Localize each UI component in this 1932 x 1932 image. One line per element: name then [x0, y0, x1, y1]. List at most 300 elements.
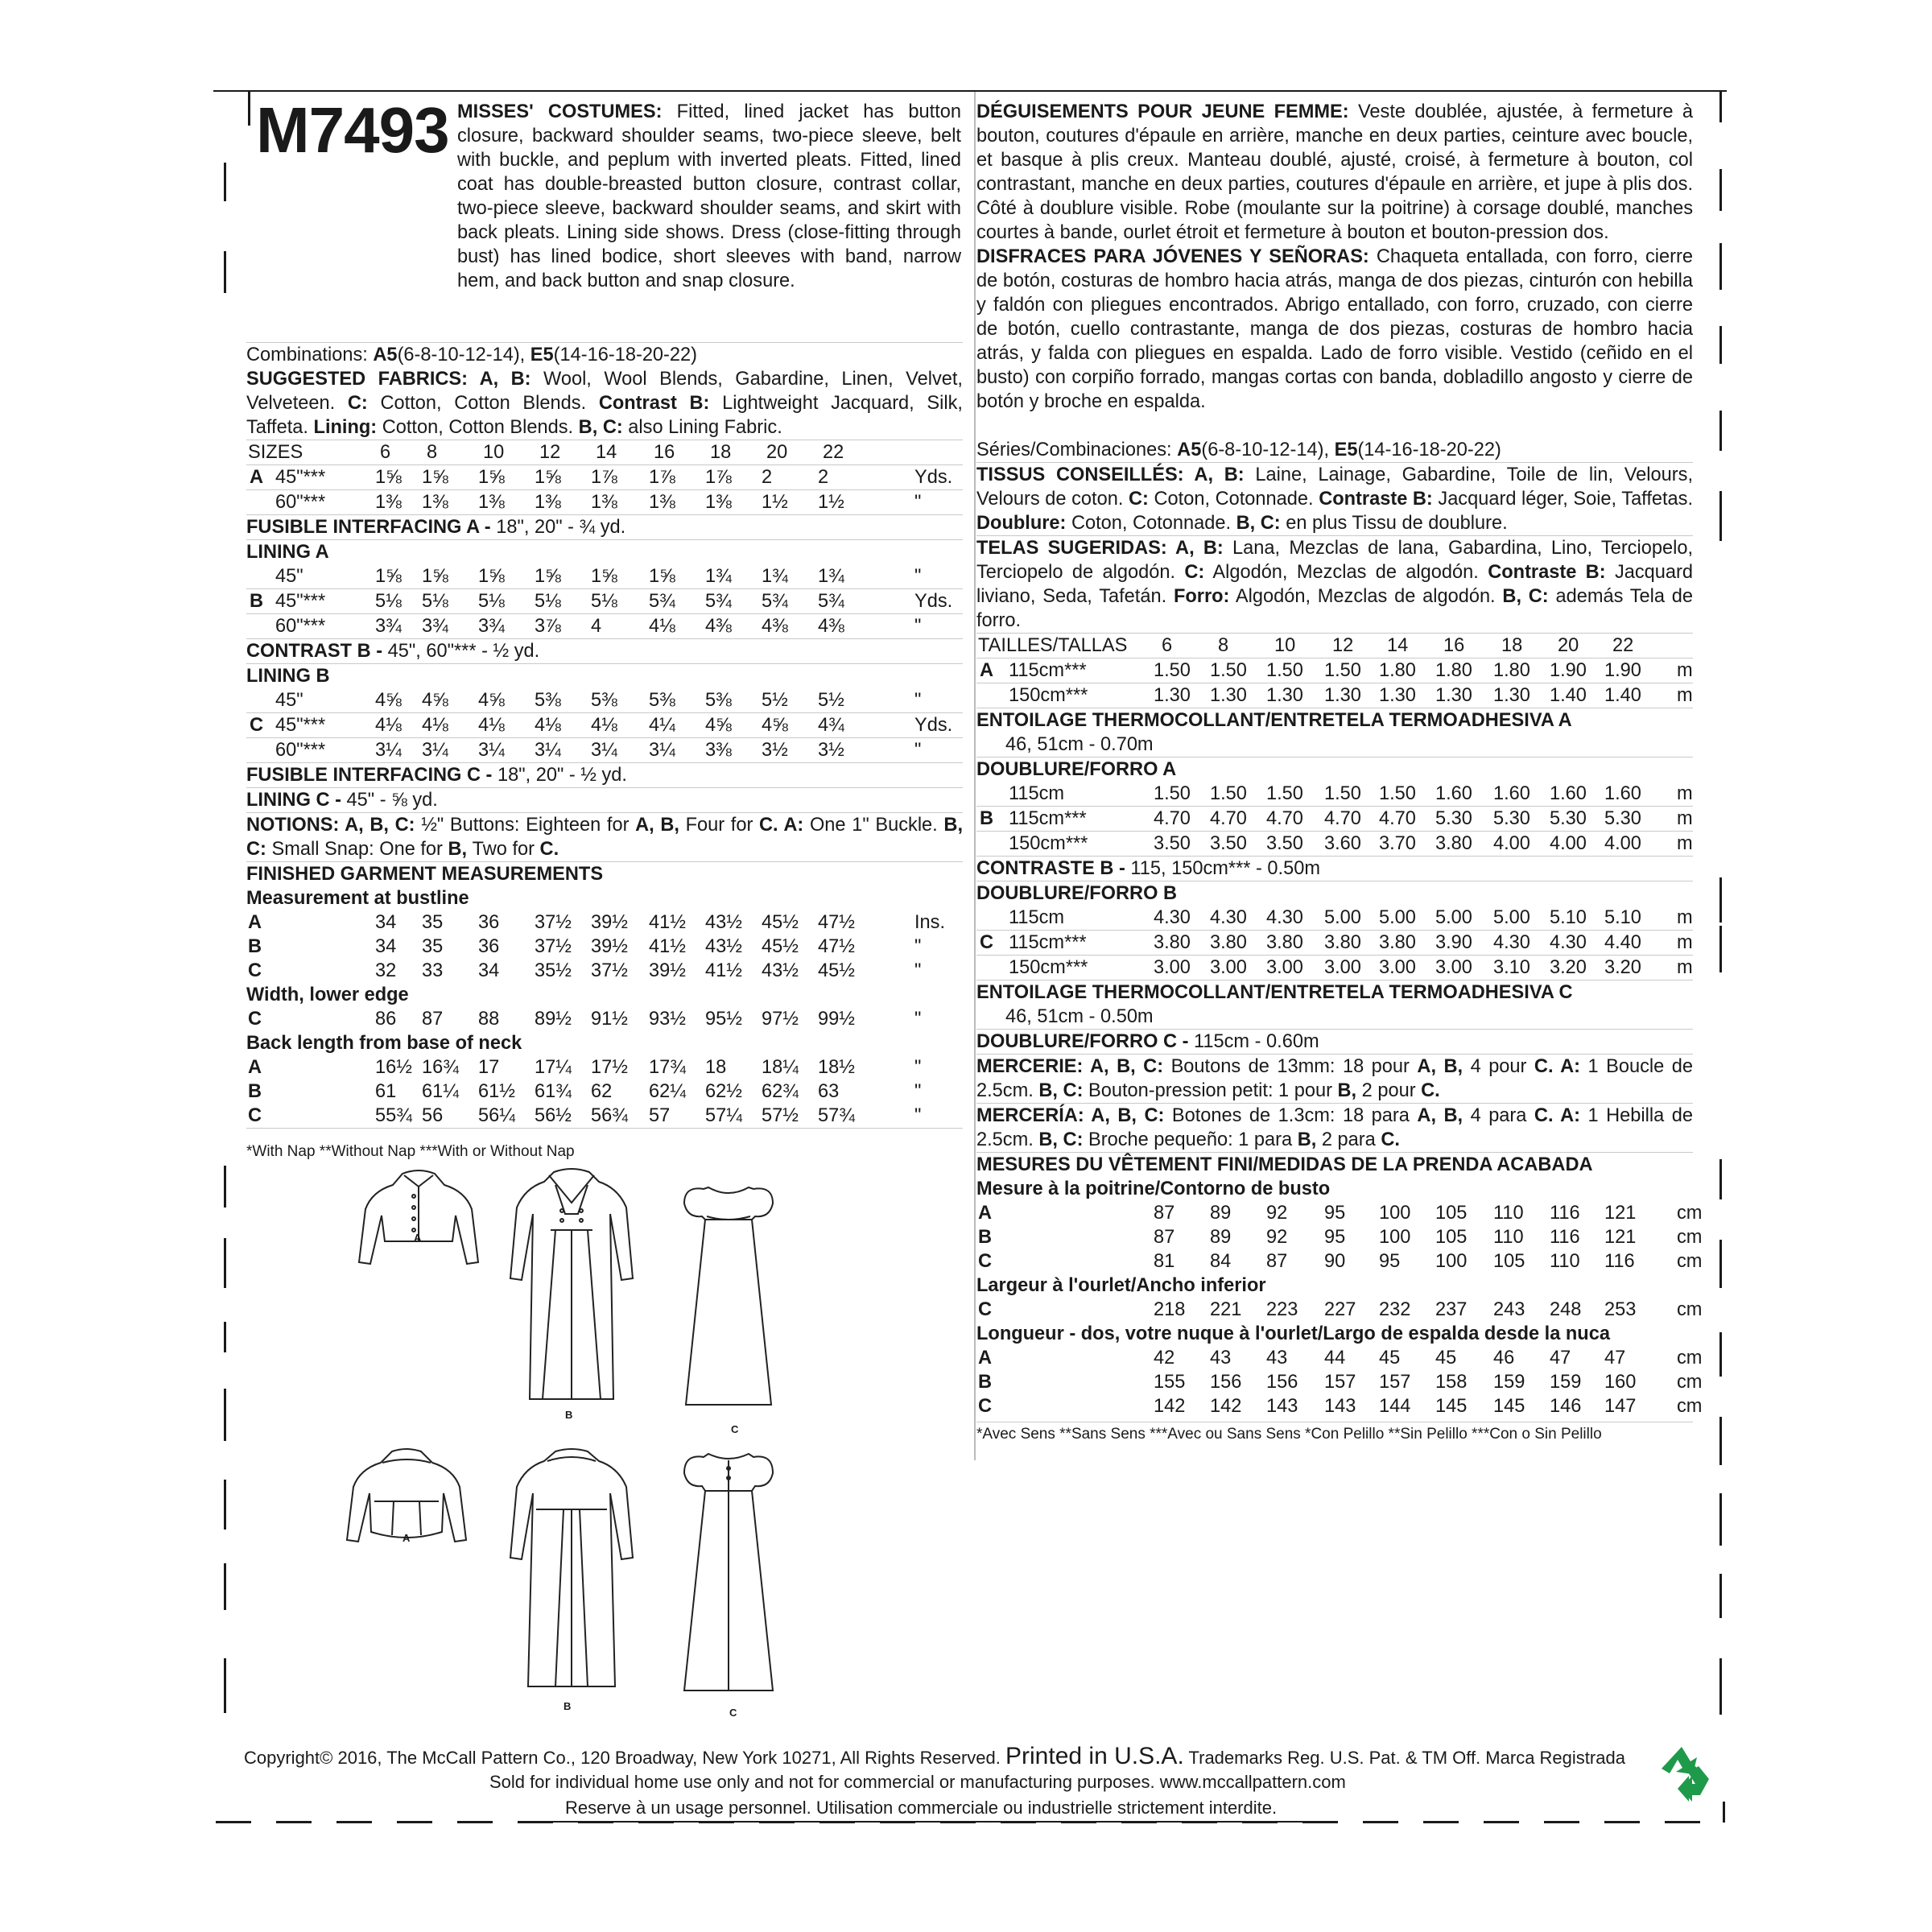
row-value: 18¼ — [762, 1057, 799, 1078]
row-unit: " — [914, 1057, 922, 1078]
crop-mark — [1423, 1821, 1459, 1823]
crop-mark — [1484, 1821, 1519, 1823]
fr-size-column-header: 6 — [1162, 635, 1173, 656]
row-unit: Yds. — [914, 467, 953, 488]
crop-mark — [224, 251, 226, 293]
table-row — [976, 1394, 1703, 1418]
row-unit: " — [914, 1009, 922, 1030]
crop-mark — [1719, 1417, 1722, 1465]
mesures-label: MESURES DU VÊTEMENT FINI/MEDIDAS DE LA PRENDA ACABADA — [976, 1154, 1593, 1175]
fr-size-column-header: 12 — [1332, 635, 1354, 656]
size-column-header: 16 — [654, 442, 675, 463]
row-value: 99½ — [818, 1009, 855, 1030]
row-value: 4⅝ — [478, 690, 505, 711]
row-view-label: A — [980, 660, 994, 681]
row-value: 1.50 — [1266, 660, 1303, 681]
row-value: 3.00 — [1154, 957, 1191, 978]
row-value: 3¼ — [591, 740, 617, 761]
row-value: 2 — [818, 467, 829, 488]
row-value: 44 — [1324, 1348, 1346, 1368]
row-value: 142 — [1210, 1396, 1242, 1417]
row-value: 1⅝ — [478, 566, 505, 587]
merceria-views: A, B, — [1417, 1105, 1471, 1126]
section-heading — [246, 515, 963, 540]
table-row — [246, 589, 963, 614]
row-value: 4⅝ — [762, 715, 788, 736]
corner-mark — [1719, 92, 1722, 122]
row-value: 62 — [591, 1081, 613, 1102]
merceria-views: C. A: — [1534, 1105, 1588, 1126]
row-value: 37½ — [535, 912, 572, 933]
row-value: 1⅝ — [649, 566, 675, 587]
table-row — [976, 1225, 1703, 1249]
tissus-bc: en plus Tissu de doublure. — [1286, 513, 1508, 534]
fr-combo-a: A5 — [1177, 440, 1202, 460]
row-unit: m — [1677, 957, 1693, 978]
row-value: 5⅛ — [422, 591, 448, 612]
section-heading — [976, 857, 1693, 881]
row-value: 4.30 — [1550, 932, 1587, 953]
row-value: 5⅜ — [535, 690, 561, 711]
size-column-header: 12 — [539, 442, 561, 463]
fr-size-column-header: 20 — [1558, 635, 1579, 656]
row-value: 84 — [1210, 1251, 1232, 1272]
row-value: 45½ — [762, 936, 799, 957]
fr-nap-note: *Avec Sens **Sans Sens ***Avec ou Sans Sens *Con Pelillo **Sin Pelillo ***Con o Sin Pelillo — [976, 1422, 1693, 1445]
table-row — [976, 658, 1693, 683]
fabrics-c-label: C: — [347, 393, 368, 414]
crop-mark — [1719, 1332, 1722, 1377]
row-view-label: B — [978, 1372, 993, 1393]
entoilage-c-value-text: 46, 51cm - 0.50m — [1005, 1006, 1154, 1027]
row-value: 41½ — [649, 912, 686, 933]
table-row — [246, 614, 963, 639]
row-value: 39½ — [649, 960, 686, 981]
table-row — [976, 1249, 1703, 1274]
row-value: 1½ — [762, 492, 788, 513]
row-value: 35 — [422, 936, 444, 957]
fabrics-lining: Cotton, Cotton Blends. — [382, 417, 574, 438]
table-row — [246, 688, 963, 713]
poitrine-label: Mesure à la poitrine/Contorno de busto — [976, 1179, 1331, 1199]
row-value: 3.80 — [1324, 932, 1361, 953]
row-value: 57½ — [762, 1105, 799, 1126]
tissus-contrast-label: Contraste B: — [1319, 489, 1433, 510]
row-value: 4⅝ — [705, 715, 732, 736]
longueur-label: Longueur - dos, votre nuque à l'ourlet/Largo de espalda desde la nuca — [976, 1323, 1610, 1344]
size-column-header: 18 — [710, 442, 732, 463]
telas-c-label: C: — [1184, 562, 1205, 583]
row-value: 57¼ — [705, 1105, 742, 1126]
crop-mark — [1719, 411, 1722, 451]
row-value: 253 — [1604, 1299, 1637, 1320]
row-value: 1.50 — [1379, 783, 1416, 804]
contraste-b-label: CONTRASTE B - — [976, 858, 1131, 879]
row-view-label: C — [978, 1299, 993, 1320]
table-row — [246, 1055, 963, 1080]
row-value: 1.80 — [1379, 660, 1416, 681]
fr-combinations-label: Séries/Combinaciones: — [976, 440, 1172, 460]
row-view-label: B — [978, 1227, 993, 1248]
row-value: 156 — [1266, 1372, 1298, 1393]
row-unit: Yds. — [914, 715, 953, 736]
row-value: 87 — [1266, 1251, 1288, 1272]
crop-mark — [1719, 243, 1722, 290]
row-view-label: C — [978, 1396, 993, 1417]
english-yardage-table — [246, 440, 963, 1129]
telas-contrast-label: Contraste B: — [1488, 562, 1606, 583]
footer-sold: Sold for individual home use only and not for commercial or manufacturing purposes. www.mccallpattern.com — [489, 1772, 1346, 1792]
combo-a: A5 — [373, 345, 398, 365]
row-value: 248 — [1550, 1299, 1582, 1320]
row-value: 57 — [649, 1105, 671, 1126]
telas-forro: Algodón, Mezclas de algodón. — [1235, 586, 1496, 607]
row-fabric-width: 60"*** — [275, 740, 326, 761]
row-value: 3⅜ — [705, 740, 732, 761]
spanish-description — [976, 245, 1693, 414]
section-heading — [976, 1177, 1693, 1201]
footer-copyright-line — [244, 1744, 1625, 1771]
row-value: 3.80 — [1210, 932, 1247, 953]
section-heading — [976, 708, 1693, 733]
row-value: 3¾ — [478, 616, 505, 637]
row-value: 33 — [422, 960, 444, 981]
row-value: 1.30 — [1324, 685, 1361, 706]
row-unit: cm — [1677, 1299, 1703, 1320]
combo-e: E5 — [530, 345, 554, 365]
sizes-header — [246, 440, 963, 465]
section-heading — [246, 1031, 963, 1055]
row-value: 146 — [1550, 1396, 1582, 1417]
row-fabric-width: 150cm*** — [1009, 957, 1088, 978]
row-value: 89½ — [535, 1009, 572, 1030]
row-value: 93½ — [649, 1009, 686, 1030]
row-value: 4.00 — [1493, 833, 1530, 854]
row-value: 1.50 — [1266, 783, 1303, 804]
row-value: 121 — [1604, 1227, 1637, 1248]
contraste-b-value: 115, 150cm*** - 0.50m — [1130, 858, 1321, 879]
row-value: 18½ — [818, 1057, 855, 1078]
figure-label-back-a: A — [402, 1532, 411, 1544]
row-value: 1.80 — [1435, 660, 1472, 681]
fr-combo-e-sizes: (14-16-18-20-22) — [1357, 440, 1501, 460]
row-unit: " — [914, 616, 922, 637]
row-value: 4.00 — [1604, 833, 1641, 854]
table-row — [976, 1201, 1703, 1225]
row-value: 17¼ — [535, 1057, 572, 1078]
row-value: 1.30 — [1210, 685, 1247, 706]
row-value: 89 — [1210, 1203, 1232, 1224]
row-value: 121 — [1604, 1203, 1637, 1224]
row-value: 116 — [1550, 1203, 1580, 1224]
row-unit: m — [1677, 907, 1693, 928]
row-value: 1⅝ — [375, 566, 402, 587]
row-value: 3.10 — [1493, 957, 1530, 978]
lining-c-value: 45" - ⅝ yd. — [346, 790, 438, 811]
doublure-c-label: DOUBLURE/FORRO C - — [976, 1031, 1195, 1052]
row-value: 157 — [1324, 1372, 1356, 1393]
row-value: 63 — [818, 1081, 840, 1102]
row-value: 36 — [478, 912, 500, 933]
row-view-label: B — [248, 936, 262, 957]
crop-mark — [457, 1821, 493, 1823]
section-heading — [976, 758, 1693, 782]
row-value: 4.30 — [1493, 932, 1530, 953]
fr-size-column-header: 22 — [1612, 635, 1634, 656]
row-value: 4.00 — [1550, 833, 1587, 854]
merceria — [976, 1104, 1693, 1153]
row-value: 160 — [1604, 1372, 1637, 1393]
french-yardage-table — [976, 633, 1703, 1418]
notions-views: C. A: — [759, 815, 810, 836]
table-row — [976, 807, 1693, 832]
row-fabric-width: 60"*** — [275, 492, 326, 513]
table-row — [976, 906, 1693, 931]
row-value: 87 — [1154, 1203, 1175, 1224]
row-value: 43½ — [705, 912, 742, 933]
section-heading — [976, 1274, 1693, 1298]
row-value: 36 — [478, 936, 500, 957]
row-value: 159 — [1493, 1372, 1525, 1393]
crop-mark — [1544, 1821, 1579, 1823]
fr-size-column-header: 10 — [1274, 635, 1296, 656]
row-value: 3.80 — [1266, 932, 1303, 953]
table-row — [246, 465, 963, 490]
table-row — [976, 1298, 1703, 1322]
size-column-header: 10 — [483, 442, 505, 463]
row-value: 105 — [1493, 1251, 1525, 1272]
row-value: 144 — [1379, 1396, 1411, 1417]
column-divider — [974, 92, 976, 1460]
table-row — [246, 1104, 963, 1129]
row-value: 47½ — [818, 936, 855, 957]
row-value: 157 — [1379, 1372, 1411, 1393]
largeur-label: Largeur à l'ourlet/Ancho inferior — [976, 1275, 1266, 1296]
row-value: 4⅛ — [535, 715, 561, 736]
row-value: 1⅝ — [478, 467, 505, 488]
mercerie-views: A, B, — [1417, 1056, 1471, 1077]
row-value: 1.60 — [1550, 783, 1587, 804]
combinations-label: Combinations: — [246, 345, 368, 365]
entoilage-c-label: ENTOILAGE THERMOCOLLANT/ENTRETELA TERMOADHESIVA C — [976, 982, 1573, 1003]
row-value: 105 — [1435, 1203, 1468, 1224]
row-value: 3.90 — [1435, 932, 1472, 953]
row-value: 156 — [1210, 1372, 1242, 1393]
notions-label: NOTIONS: A, B, C: — [246, 815, 422, 836]
mercerie-text: Boutons de 13mm: 18 pour — [1170, 1056, 1418, 1077]
merceria-text: 4 para — [1470, 1105, 1534, 1126]
table-row — [976, 832, 1693, 857]
row-value: 3.00 — [1266, 957, 1303, 978]
row-unit: Yds. — [914, 591, 953, 612]
row-value: 100 — [1435, 1251, 1468, 1272]
row-value: 110 — [1493, 1203, 1524, 1224]
row-value: 95 — [1324, 1227, 1346, 1248]
entoilage-a-value — [976, 733, 1693, 758]
crop-mark — [224, 1389, 226, 1441]
row-value: 5⅛ — [591, 591, 617, 612]
row-value: 5.10 — [1604, 907, 1641, 928]
corner-mark — [1723, 1802, 1725, 1823]
dress-c-back-figure — [676, 1441, 781, 1699]
contrast-b-label: CONTRAST B - — [246, 641, 388, 662]
crop-mark — [1719, 326, 1722, 364]
fr-combo-a-sizes: (6-8-10-12-14), — [1201, 440, 1330, 460]
tissus-contrast: Jacquard léger, Soie, Taffetas. — [1438, 489, 1694, 510]
telas-sugeridas — [976, 535, 1693, 633]
row-value: 47 — [1550, 1348, 1571, 1368]
row-value: 1.40 — [1604, 685, 1641, 706]
row-value: 34 — [375, 936, 397, 957]
row-unit: m — [1677, 783, 1693, 804]
row-value: 3.00 — [1324, 957, 1361, 978]
table-row — [976, 931, 1693, 956]
row-value: 3.50 — [1210, 833, 1247, 854]
row-value: 81 — [1154, 1251, 1175, 1272]
crop-mark — [397, 1821, 432, 1823]
crop-mark — [224, 1563, 226, 1610]
row-value: 62¾ — [762, 1081, 799, 1102]
row-value: 3.80 — [1435, 833, 1472, 854]
telas-contrast: Jacquard liviano, Seda, Tafetán. — [976, 562, 1693, 607]
row-value: 3¼ — [478, 740, 505, 761]
table-row — [246, 959, 963, 983]
row-value: 3.00 — [1435, 957, 1472, 978]
row-value: 1¾ — [762, 566, 788, 587]
notions-text: One 1" Buckle. — [809, 815, 944, 836]
row-value: 4⅝ — [375, 690, 402, 711]
description-text: Fitted, lined jacket has button closure, backward shoulder seams, two-piece sleeve, belt with buckle, and peplum with inverted pleats. Fitted, lined coat has double-breasted button closure, contrast collar, two-piece sleeve, backward shoulder seams, and skirt with back pleats. Lining side shows. Dress (close-fitting through bust) has lined bodice, short sleeves with band, narrow hem, and back button and snap closure. — [457, 101, 962, 291]
size-column-header: 8 — [427, 442, 438, 463]
row-value: 147 — [1604, 1396, 1637, 1417]
row-fabric-width: 115cm*** — [1009, 932, 1087, 953]
fabrics-contrast-label: Contrast B: — [598, 393, 710, 414]
row-unit: cm — [1677, 1203, 1703, 1224]
row-value: 1.30 — [1435, 685, 1472, 706]
jacket-a-front-figure — [354, 1167, 483, 1272]
row-value: 16½ — [375, 1057, 412, 1078]
telas-forro-label: Forro: — [1173, 586, 1230, 607]
row-unit: Ins. — [914, 912, 946, 933]
crop-mark — [224, 1238, 226, 1288]
mercerie-text: 1 Boucle de 2.5cm. — [976, 1056, 1693, 1101]
row-value: 1⅝ — [375, 467, 402, 488]
printed-in: Printed in U.S.A. — [1005, 1743, 1184, 1769]
row-view-label: C — [248, 1105, 262, 1126]
merceria-label: MERCERÍA: A, B, C: — [976, 1105, 1172, 1126]
row-value: 18 — [705, 1057, 727, 1078]
crop-mark — [336, 1821, 372, 1823]
fusible-a-value: 18", 20" - ¾ yd. — [496, 517, 626, 538]
fabrics-bc-label: B, C: — [578, 417, 623, 438]
mercerie-text: Bouton-pression petit: 1 pour — [1088, 1080, 1338, 1101]
lining-c-label: LINING C - — [246, 790, 347, 811]
row-value: 227 — [1324, 1299, 1356, 1320]
row-view-label: C — [978, 1251, 993, 1272]
merceria-text: Broche pequeño: 1 para — [1088, 1129, 1298, 1150]
row-value: 43½ — [762, 960, 799, 981]
row-value: 218 — [1154, 1299, 1186, 1320]
row-value: 1⅞ — [705, 467, 732, 488]
spanish-title: DISFRACES PARA JÓVENES Y SEÑORAS: — [976, 246, 1369, 267]
row-value: 4⅛ — [591, 715, 617, 736]
crop-mark — [1719, 1240, 1722, 1288]
row-value: 105 — [1435, 1227, 1468, 1248]
crop-mark — [224, 1166, 226, 1208]
telas-c: Algodón, Mezclas de algodón. — [1212, 562, 1479, 583]
tissus-ab: Laine, Lainage, Gabardine, Toile de lin, Velours, Velours de coton. — [976, 464, 1694, 510]
row-value: 1⅝ — [422, 566, 448, 587]
row-unit: m — [1677, 808, 1693, 829]
row-value: 3¼ — [375, 740, 402, 761]
trademarks: Trademarks Reg. U.S. Pat. & TM Off. Marca Registrada — [1188, 1748, 1625, 1768]
row-value: 5.30 — [1493, 808, 1530, 829]
figure-label-c: C — [731, 1423, 739, 1435]
size-column-header: 6 — [380, 442, 391, 463]
combo-a-sizes: (6-8-10-12-14), — [397, 345, 526, 365]
tissus-c-label: C: — [1128, 489, 1149, 510]
row-value: 3.80 — [1379, 932, 1416, 953]
tissus-conseilles — [976, 463, 1693, 535]
section-heading — [246, 983, 963, 1007]
row-value: 92 — [1266, 1203, 1288, 1224]
row-fabric-width: 115cm*** — [1009, 808, 1087, 829]
row-value: 3¼ — [649, 740, 675, 761]
row-value: 2 — [762, 467, 773, 488]
telas-bc-label: B, C: — [1502, 586, 1549, 607]
mercerie — [976, 1055, 1693, 1104]
row-value: 87 — [1154, 1227, 1175, 1248]
crop-mark — [216, 1821, 251, 1823]
row-value: 5⅜ — [649, 690, 675, 711]
fr-size-column-header: 16 — [1443, 635, 1465, 656]
section-heading — [976, 881, 1693, 906]
row-value: 158 — [1435, 1372, 1468, 1393]
row-value: 143 — [1266, 1396, 1298, 1417]
row-value: 3.20 — [1604, 957, 1641, 978]
row-value: 87 — [422, 1009, 444, 1030]
row-fabric-width: 45"*** — [275, 591, 326, 612]
row-value: 5⅛ — [375, 591, 402, 612]
table-row — [976, 956, 1693, 980]
section-heading — [246, 763, 963, 788]
row-value: 4⅛ — [649, 616, 675, 637]
crop-mark — [1719, 926, 1722, 972]
row-value: 34 — [478, 960, 500, 981]
fr-sizes-header — [976, 633, 1693, 658]
figure-label-back-c: C — [729, 1707, 737, 1719]
recycle-icon — [1649, 1744, 1715, 1806]
mercerie-text: 2 pour — [1361, 1080, 1422, 1101]
row-fabric-width: 115cm — [1009, 783, 1065, 804]
row-value: 1⅝ — [422, 467, 448, 488]
coat-b-back-figure — [507, 1445, 636, 1695]
row-value: 1.40 — [1550, 685, 1587, 706]
description — [457, 100, 961, 293]
row-value: 61 — [375, 1081, 397, 1102]
tissus-bc-label: B, C: — [1236, 513, 1281, 534]
row-value: 95½ — [705, 1009, 742, 1030]
crop-mark — [276, 1821, 312, 1823]
size-column-header: 22 — [823, 442, 844, 463]
row-value: 4⅜ — [762, 616, 788, 637]
row-value: 159 — [1550, 1372, 1582, 1393]
row-value: 3.50 — [1154, 833, 1191, 854]
table-row — [246, 1080, 963, 1104]
section-heading — [246, 664, 963, 688]
section-heading — [976, 1322, 1693, 1346]
row-value: 3¾ — [422, 616, 448, 637]
